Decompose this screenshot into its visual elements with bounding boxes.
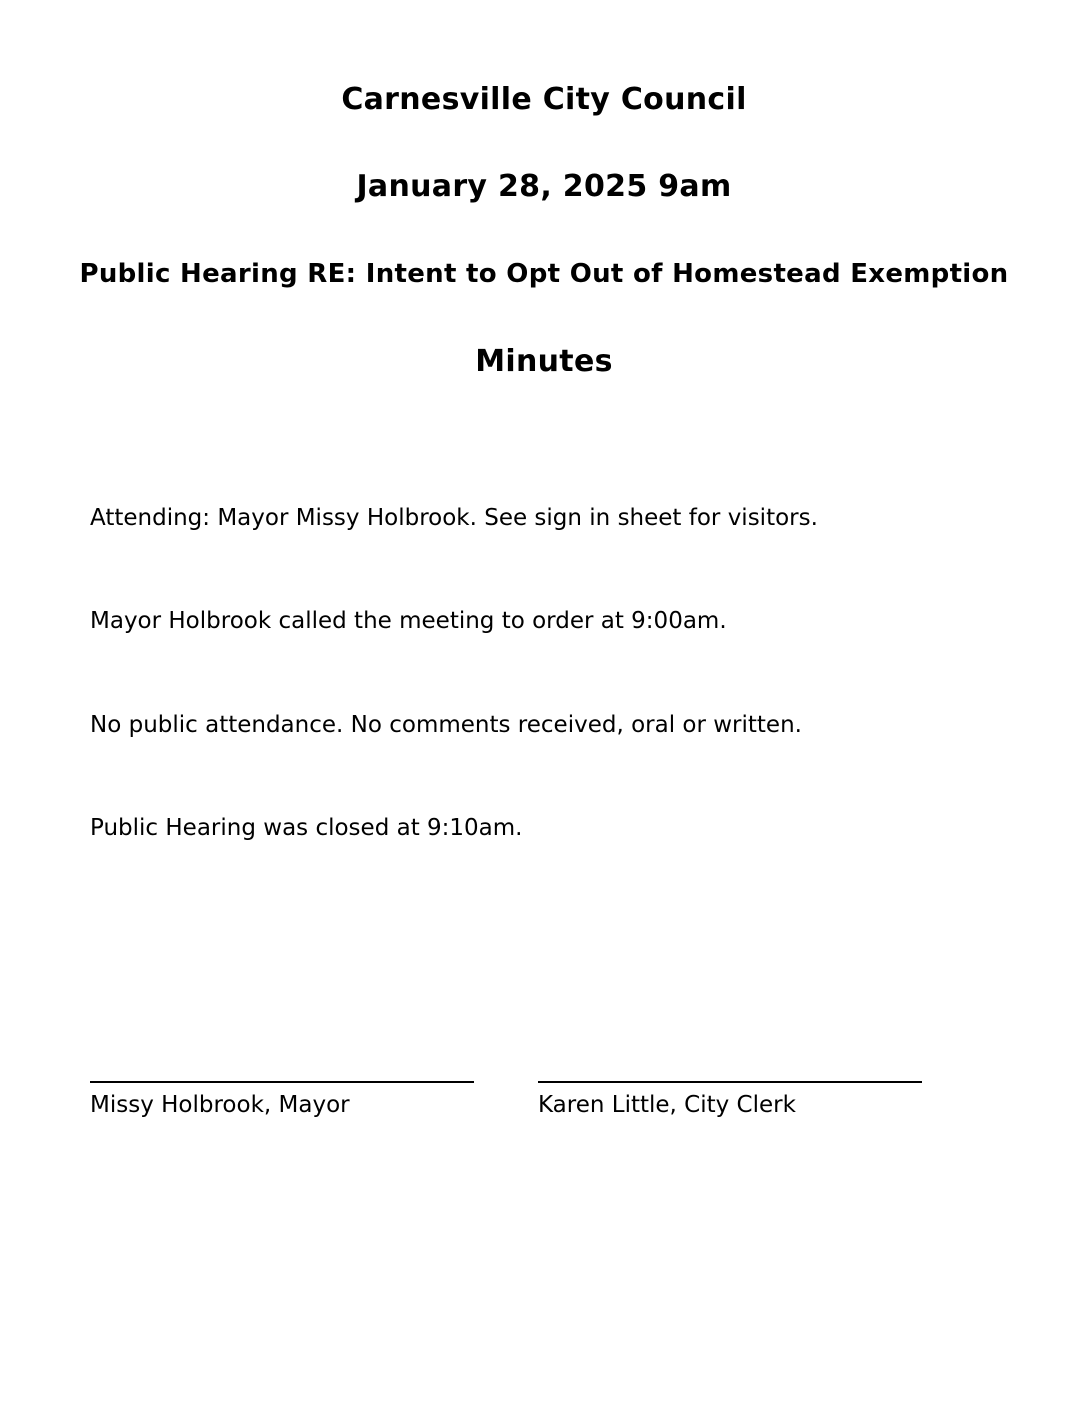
attendance-comments-paragraph: No public attendance. No comments received, oral or written. — [90, 712, 802, 738]
council-name-heading: Carnesville City Council — [341, 82, 747, 117]
minutes-heading: Minutes — [475, 344, 613, 379]
hearing-title-heading: Public Hearing RE: Intent to Opt Out of Homestead Exemption — [79, 259, 1009, 289]
clerk-signature-line — [538, 1081, 922, 1083]
hearing-closed-paragraph: Public Hearing was closed at 9:10am. — [90, 815, 523, 841]
meeting-date-heading: January 28, 2025 9am — [356, 169, 732, 204]
clerk-signature-label: Karen Little, City Clerk — [538, 1092, 796, 1118]
attending-paragraph: Attending: Mayor Missy Holbrook. See sign in sheet for visitors. — [90, 505, 818, 531]
called-to-order-paragraph: Mayor Holbrook called the meeting to order at 9:00am. — [90, 608, 727, 634]
mayor-signature-line — [90, 1081, 474, 1083]
mayor-signature-label: Missy Holbrook, Mayor — [90, 1092, 350, 1118]
